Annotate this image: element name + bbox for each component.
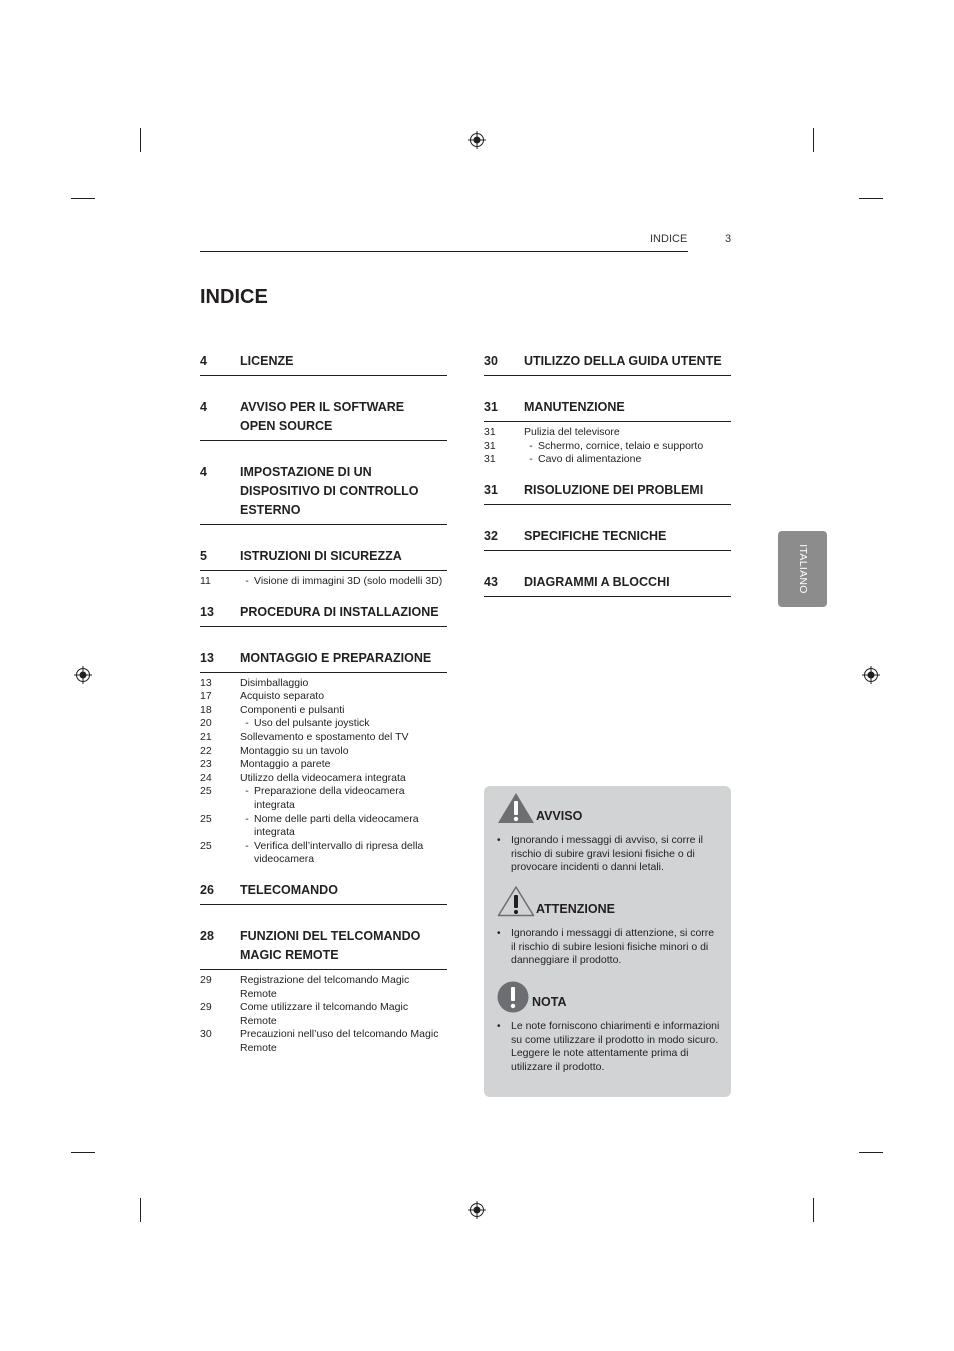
toc-section [200, 547, 447, 589]
crop-mark [859, 1152, 883, 1153]
toc-subentry-page: 11 [200, 575, 211, 587]
crop-mark [813, 1198, 814, 1222]
toc-subentry [200, 1001, 447, 1028]
toc-section-heading [200, 463, 447, 525]
toc-subentry [200, 785, 447, 812]
toc-subentry [484, 426, 731, 440]
toc-section-title-line: OPEN SOURCE [240, 419, 333, 433]
toc-section-title [240, 927, 447, 965]
toc-section-title [240, 603, 447, 622]
bullet: • [497, 1021, 501, 1032]
toc-subentry-dash: - [245, 717, 249, 730]
notice-box [484, 786, 731, 1097]
toc-section-title-line: LICENZE [240, 354, 294, 368]
toc-section-title [240, 649, 447, 668]
toc-subentry-title: Componenti e pulsanti [240, 703, 345, 716]
toc-section [200, 463, 447, 525]
toc-subentry-title: Montaggio a parete [240, 758, 331, 771]
toc-subentry-title: Schermo, cornice, telaio e supporto [538, 439, 704, 452]
toc-subentry-title: Verifica dell’intervallo di ripresa della videocamera [254, 839, 424, 866]
toc-section-heading [200, 547, 447, 571]
toc-subentry-page: 22 [200, 744, 212, 757]
toc-subentry-page: 18 [200, 703, 212, 716]
toc-section-title-line: AVVISO PER IL SOFTWARE [240, 400, 405, 414]
toc-subentry-page: 31 [484, 426, 496, 438]
toc-subentries [484, 426, 731, 467]
toc-section [484, 527, 731, 551]
toc-subentry-title: Uso del pulsante joystick [254, 717, 370, 730]
toc-subentry-title: Sollevamento e spostamento del TV [240, 730, 409, 743]
toc-section [484, 573, 731, 597]
toc-subentry-title: Visione di immagini 3D (solo modelli 3D) [254, 575, 443, 587]
toc-subentry [484, 453, 731, 467]
toc-section-title-line: MANUTENZIONE [524, 400, 625, 414]
header-rule [200, 251, 688, 252]
note-exclamation-circle-icon [497, 981, 529, 1013]
crop-mark [71, 198, 95, 199]
toc-subentry-page: 20 [200, 717, 212, 730]
toc-subentry [200, 813, 447, 840]
toc-subentry-page: 13 [200, 676, 212, 689]
crop-mark [813, 128, 814, 152]
toc-section-heading [200, 398, 447, 441]
toc-subentry-dash: - [529, 453, 533, 466]
toc-subentry-page: 25 [200, 812, 212, 825]
toc-subentry [200, 731, 447, 745]
notice-warning-text: Ignorando i messaggi di avviso, si corre il rischio di subire gravi lesioni fisiche o di provocare incidenti o danni letali. [511, 834, 704, 874]
toc-section-title-line: MAGIC REMOTE [240, 947, 339, 962]
toc-section-title [524, 352, 731, 371]
toc-section-title-line: SPECIFICHE TECNICHE [524, 528, 667, 543]
toc-section-heading [200, 881, 447, 905]
toc-subentry-title: Registrazione del telcomando Magic Remote [240, 973, 410, 1000]
toc-subentry-title: Preparazione della videocamera integrata [254, 785, 405, 811]
toc-page-number: 5 [200, 549, 207, 563]
toc-page-number: 28 [200, 928, 214, 943]
toc-subentry-page: 29 [200, 1001, 212, 1014]
toc-subentry-dash: - [529, 439, 533, 452]
crop-mark [859, 198, 883, 199]
toc-subentry [200, 745, 447, 759]
toc-section-title [240, 352, 447, 371]
toc-section-title-line: MONTAGGIO E PREPARAZIONE [240, 650, 432, 665]
toc-subentry [200, 717, 447, 731]
toc-subentry [200, 974, 447, 1001]
toc-subentry-page: 23 [200, 758, 212, 771]
toc-subentry-page: 17 [200, 690, 212, 703]
toc-subentry-page: 24 [200, 771, 212, 784]
bullet: • [497, 928, 501, 939]
toc-section-title-line: IMPOSTAZIONE DI UN [240, 465, 372, 479]
toc-section-heading [200, 352, 447, 376]
crop-mark [140, 128, 141, 152]
toc-section-heading [484, 573, 731, 597]
toc-subentry-dash: - [245, 839, 249, 852]
toc-page-number: 13 [200, 604, 214, 619]
toc-section [200, 398, 447, 441]
toc-page-number: 43 [484, 574, 498, 589]
toc-section [200, 603, 447, 627]
toc-section-title-line: PROCEDURA DI INSTALLAZIONE [240, 604, 439, 619]
toc-subentry [200, 758, 447, 772]
registration-mark-icon [74, 666, 92, 684]
toc-section [200, 352, 447, 376]
toc-section [200, 881, 447, 905]
toc-section-heading [484, 527, 731, 551]
toc-subentry-page: 25 [200, 785, 212, 798]
toc-section-title [240, 463, 447, 520]
notice-caution-text: Ignorando i messaggi di attenzione, si corre il rischio di subire lesioni fisiche minori o di danneggiare il prodotto. [511, 927, 715, 967]
toc-subentry-dash: - [245, 575, 249, 587]
toc-section-title-line: ISTRUZIONI DI SICUREZZA [240, 549, 402, 563]
toc-subentry [200, 704, 447, 718]
toc-page-number: 4 [200, 354, 207, 368]
toc-subentries [200, 677, 447, 867]
crop-mark [140, 1198, 141, 1222]
toc-subentry-page: 29 [200, 973, 212, 986]
toc-section-title-line: ESTERNO [240, 503, 301, 517]
toc-subentry-title: Cavo di alimentazione [538, 453, 642, 466]
toc-subentry-page: 31 [484, 453, 496, 466]
registration-mark-icon [862, 666, 880, 684]
toc-page-number: 4 [200, 400, 207, 414]
toc-subentry-title: Montaggio su un tavolo [240, 744, 349, 757]
toc-subentry-page: 31 [484, 439, 496, 452]
toc-section-heading [200, 603, 447, 627]
toc-subentry-page: 21 [200, 730, 212, 743]
toc-subentry-page: 30 [200, 1028, 212, 1041]
toc-subentry-title: Disimballaggio [240, 676, 309, 689]
toc-subentry-title: Nome delle parti della videocamera integrata [254, 812, 419, 839]
toc-section-title [524, 481, 731, 500]
toc-subentries [200, 974, 447, 1056]
toc-section-title [240, 547, 447, 566]
language-tab [778, 531, 827, 607]
toc-section-title [524, 398, 731, 417]
toc-section-title [524, 527, 731, 546]
toc-section-title [524, 573, 731, 592]
registration-mark-icon [468, 1201, 486, 1219]
notice-warning-title: AVVISO [536, 809, 583, 823]
crop-mark [71, 1152, 95, 1153]
toc-section-title-line: FUNZIONI DEL TELCOMANDO [240, 928, 421, 943]
toc-section-title-line: TELECOMANDO [240, 882, 338, 897]
toc-subentry [484, 440, 731, 454]
toc-section-title [240, 398, 447, 436]
toc-section-title [240, 881, 447, 900]
toc-subentry [200, 772, 447, 786]
toc-page-number: 13 [200, 650, 214, 665]
toc-page-number: 31 [484, 400, 498, 414]
toc-section-title-line: RISOLUZIONE DEI PROBLEMI [524, 482, 704, 497]
toc-page-number: 4 [200, 465, 207, 479]
page-title: INDICE [200, 286, 268, 308]
toc-subentry [200, 575, 447, 589]
toc-section-heading [200, 649, 447, 673]
registration-mark-icon [468, 131, 486, 149]
toc-subentry-dash: - [245, 812, 249, 825]
toc-subentry [200, 677, 447, 691]
toc-subentry-page: 25 [200, 839, 212, 852]
toc-section [484, 481, 731, 505]
toc-section-heading [484, 398, 731, 422]
notice-note-title: NOTA [532, 995, 567, 1009]
toc-subentry-title: Acquisto separato [240, 690, 325, 703]
toc-subentry-title: Come utilizzare il telcomando Magic Remote [240, 1001, 409, 1027]
toc-section-title-line: DIAGRAMMI A BLOCCHI [524, 574, 670, 589]
toc-subentry-title: Utilizzo della videocamera integrata [240, 771, 406, 784]
toc-page-number: 32 [484, 528, 498, 543]
language-tab-label: ITALIANO [796, 544, 809, 594]
toc-subentry-title: Precauzioni nell’uso del telcomando Magic Remote [240, 1028, 439, 1054]
toc-subentry [200, 690, 447, 704]
toc-section [484, 352, 731, 376]
bullet: • [497, 835, 501, 846]
toc-section-heading [200, 927, 447, 970]
caution-triangle-outline-icon [497, 885, 535, 917]
toc-page-number: 31 [484, 482, 498, 497]
toc-subentry-dash: - [245, 785, 249, 798]
toc-section-heading [484, 481, 731, 505]
toc-section [200, 649, 447, 867]
notice-note-text: Le note forniscono chiarimenti e informazioni su come utilizzare il prodotto in modo sicuro. Leggere le note attentamente prima di utilizzare il prodotto. [511, 1020, 720, 1073]
toc-page-number: 26 [200, 882, 214, 897]
toc-subentry [200, 840, 447, 867]
toc-subentries [200, 575, 447, 589]
toc-column-left [200, 352, 447, 1069]
toc-subentry-title: Pulizia del televisore [524, 426, 620, 438]
toc-section [484, 398, 731, 467]
toc-section [200, 927, 447, 1056]
toc-subentry [200, 1028, 447, 1055]
warning-triangle-filled-icon [497, 792, 535, 824]
toc-section-title-line: DISPOSITIVO DI CONTROLLO [240, 484, 419, 498]
page-number: 3 [725, 233, 732, 245]
toc-column-right [484, 352, 731, 619]
toc-section-title-line: UTILIZZO DELLA GUIDA UTENTE [524, 354, 722, 368]
toc-page-number: 30 [484, 354, 498, 368]
toc-section-heading [484, 352, 731, 376]
notice-caution-title: ATTENZIONE [536, 902, 615, 916]
running-header-title: INDICE [650, 233, 688, 245]
